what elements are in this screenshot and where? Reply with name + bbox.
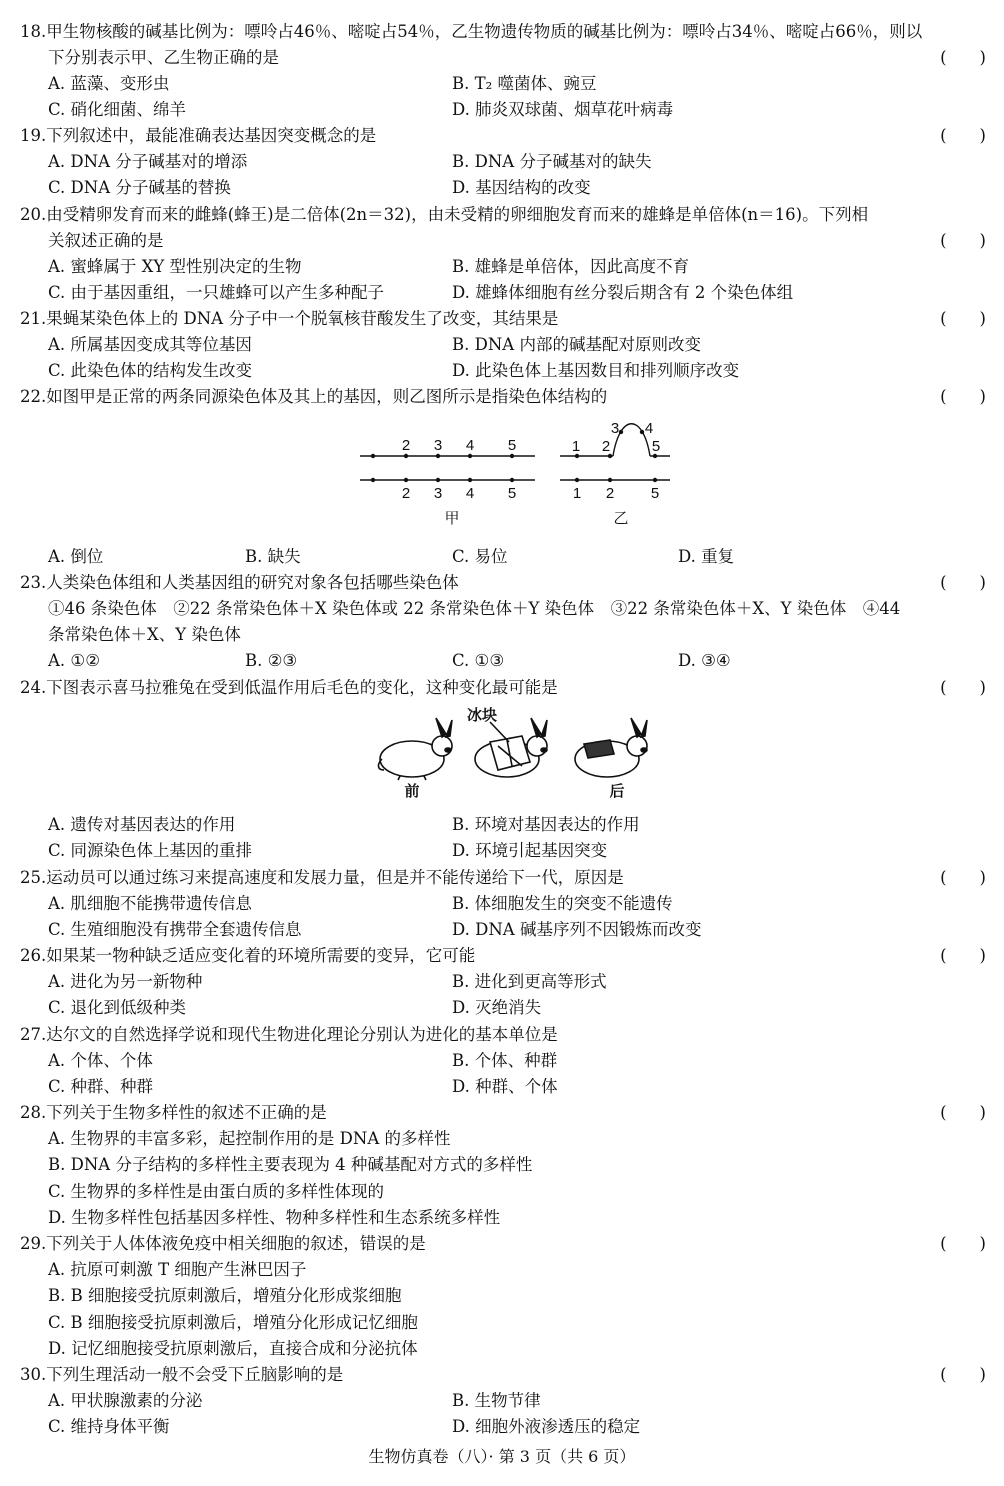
q21-option-a: A. 所属基因变成其等位基因 <box>48 335 252 354</box>
answer-paren: ( ) <box>940 1365 986 1384</box>
q27-option-d: D. 种群、个体 <box>452 1077 558 1096</box>
q20-option-a: A. 蜜蜂属于 XY 型性别决定的生物 <box>48 257 302 276</box>
q25-option-d: D. DNA 碱基序列不因锻炼而改变 <box>452 920 702 939</box>
fig-b-bottom-1: 1 <box>572 485 582 502</box>
answer-paren: ( ) <box>940 946 986 965</box>
q30-option-b: B. 生物节律 <box>452 1391 541 1410</box>
answer-paren: ( ) <box>940 48 986 67</box>
q20-stem-line2: 关叙述正确的是 ( ) <box>20 228 986 254</box>
q19-stem: 19.下列叙述中，最能准确表达基因突变概念的是 ( ) <box>20 123 986 149</box>
q26-option-b: B. 进化到更高等形式 <box>452 972 607 991</box>
q29-option-a: A. 抗原可刺激 T 细胞产生淋巴因子 <box>48 1260 307 1279</box>
q19-option-d: D. 基因结构的改变 <box>452 178 591 197</box>
fig-b-bottom-2: 2 <box>605 485 615 502</box>
q24-option-c: C. 同源染色体上基因的重排 <box>48 841 253 860</box>
q22-option-a: A. 倒位 <box>48 547 104 566</box>
fig-b-top-1: 1 <box>571 438 581 455</box>
q22-stem: 22.如图甲是正常的两条同源染色体及其上的基因，则乙图所示是指染色体结构的 ( ) <box>20 384 986 410</box>
page-footer: 生物仿真卷（八）· 第 3 页（共 6 页） <box>368 1447 636 1466</box>
ice-label: 冰块 <box>466 707 498 724</box>
q21-option-d: D. 此染色体上基因数目和排列顺序改变 <box>452 361 740 380</box>
q23-stem-line3: 条常染色体＋X、Y 染色体 <box>48 625 241 644</box>
q30-stem: 30.下列生理活动一般不会受下丘脑影响的是 ( ) <box>20 1362 986 1388</box>
q21-option-c: C. 此染色体的结构发生改变 <box>48 361 253 380</box>
answer-paren: ( ) <box>940 573 986 592</box>
q26-option-a: A. 进化为另一新物种 <box>48 972 203 991</box>
q23-option-c: C. ①③ <box>452 651 505 670</box>
fig-label-yi: 乙 <box>613 510 629 527</box>
q23-option-b: B. ②③ <box>245 651 298 670</box>
fig-a-top-4: 4 <box>465 437 475 454</box>
answer-paren: ( ) <box>940 231 986 250</box>
q19-option-c: C. DNA 分子碱基的替换 <box>48 178 231 197</box>
answer-paren: ( ) <box>940 868 986 887</box>
before-label: 前 <box>404 783 420 800</box>
q27-option-b: B. 个体、种群 <box>452 1051 558 1070</box>
fig-a-top-2: 2 <box>401 437 411 454</box>
q23-option-d: D. ③④ <box>678 651 731 670</box>
q29-option-d: D. 记忆细胞接受抗原刺激后，直接合成和分泌抗体 <box>48 1339 418 1358</box>
answer-paren: ( ) <box>940 126 986 145</box>
q28-stem: 28.下列关于生物多样性的叙述不正确的是 ( ) <box>20 1100 986 1126</box>
fig-a-bottom-4: 4 <box>465 485 475 502</box>
q23-option-a: A. ①② <box>48 651 100 670</box>
q26-option-d: D. 灭绝消失 <box>452 998 542 1017</box>
fig-b-top-5: 5 <box>651 438 661 455</box>
q20-option-b: B. 雄蜂是单倍体，因此高度不育 <box>452 257 690 276</box>
answer-paren: ( ) <box>940 678 986 697</box>
fig-b-bottom-5: 5 <box>650 485 660 502</box>
fig-a-bottom-2: 2 <box>401 485 411 502</box>
fig-b-top-2: 2 <box>601 438 611 455</box>
answer-paren: ( ) <box>940 309 986 328</box>
q30-option-d: D. 细胞外液渗透压的稳定 <box>452 1417 641 1436</box>
q23-stem-line1: 23.人类染色体组和人类基因组的研究对象各包括哪些染色体 ( ) <box>20 570 986 596</box>
q25-stem: 25.运动员可以通过练习来提高速度和发展力量，但是并不能传递给下一代，原因是 ( ) <box>20 865 986 891</box>
answer-paren: ( ) <box>940 1103 986 1122</box>
q24-option-b: B. 环境对基因表达的作用 <box>452 815 640 834</box>
fig-a-bottom-5: 5 <box>507 485 517 502</box>
q19-option-a: A. DNA 分子碱基对的增添 <box>48 152 248 171</box>
q23-stem-line2: ①46 条染色体 ②22 条常染色体＋X 染色体或 22 条常染色体＋Y 染色体 ③22 条常染色体＋X、Y 染色体 ④44 <box>48 599 901 618</box>
q26-stem: 26.如果某一物种缺乏适应变化着的环境所需要的变异，它可能 ( ) <box>20 943 986 969</box>
q24-stem: 24.下图表示喜马拉雅兔在受到低温作用后毛色的变化，这种变化最可能是 ( ) <box>20 675 986 701</box>
q27-stem: 27.达尔文的自然选择学说和现代生物进化理论分别认为进化的基本单位是 <box>20 1025 558 1044</box>
q24-option-d: D. 环境引起基因突变 <box>452 841 608 860</box>
fig-a-top-3: 3 <box>433 437 443 454</box>
q18-stem-line1: 18.甲生物核酸的碱基比例为：嘌呤占46％、嘧啶占54％，乙生物遗传物质的碱基比例为：嘌呤占34％、嘧啶占66％，则以 <box>20 22 923 41</box>
chromosome-figure <box>355 408 685 533</box>
q22-option-d: D. 重复 <box>678 547 735 566</box>
fig-b-top-4: 4 <box>644 420 654 437</box>
q19-option-b: B. DNA 分子碱基对的缺失 <box>452 152 652 171</box>
q28-option-d: D. 生物多样性包括基因多样性、物种多样性和生态系统多样性 <box>48 1208 501 1227</box>
fig-a-top-5: 5 <box>507 437 517 454</box>
q25-option-c: C. 生殖细胞没有携带全套遗传信息 <box>48 920 302 939</box>
q29-option-c: C. B 细胞接受抗原刺激后，增殖分化形成记忆细胞 <box>48 1313 418 1332</box>
answer-paren: ( ) <box>940 387 986 406</box>
fig-b-top-3: 3 <box>610 420 620 437</box>
q28-option-a: A. 生物界的丰富多彩，起控制作用的是 DNA 的多样性 <box>48 1129 451 1148</box>
q22-option-c: C. 易位 <box>452 547 508 566</box>
q30-option-a: A. 甲状腺激素的分泌 <box>48 1391 203 1410</box>
q24-option-a: A. 遗传对基因表达的作用 <box>48 815 236 834</box>
q27-option-a: A. 个体、个体 <box>48 1051 153 1070</box>
answer-paren: ( ) <box>940 1234 986 1253</box>
q26-option-c: C. 退化到低级种类 <box>48 998 187 1017</box>
fig-label-jia: 甲 <box>444 510 460 527</box>
q21-option-b: B. DNA 内部的碱基配对原则改变 <box>452 335 701 354</box>
q18-stem-line2: 下分别表示甲、乙生物正确的是 ( ) <box>20 45 986 71</box>
q28-option-c: C. 生物界的多样性是由蛋白质的多样性体现的 <box>48 1182 385 1201</box>
q20-option-d: D. 雄蜂体细胞有丝分裂后期含有 2 个染色体组 <box>452 283 794 302</box>
q25-option-b: B. 体细胞发生的突变不能遗传 <box>452 894 673 913</box>
q25-option-a: A. 肌细胞不能携带遗传信息 <box>48 894 252 913</box>
q18-option-a: A. 蓝藻、变形虫 <box>48 74 170 93</box>
after-label: 后 <box>609 783 625 800</box>
q27-option-c: C. 种群、种群 <box>48 1077 154 1096</box>
fig-a-bottom-3: 3 <box>433 485 443 502</box>
q18-option-c: C. 硝化细菌、绵羊 <box>48 100 187 119</box>
q20-option-c: C. 由于基因重组，一只雄蜂可以产生多种配子 <box>48 283 385 302</box>
q21-stem: 21.果蝇某染色体上的 DNA 分子中一个脱氧核苷酸发生了改变，其结果是 ( ) <box>20 306 986 332</box>
q30-option-c: C. 维持身体平衡 <box>48 1417 170 1436</box>
q20-stem-line1: 20.由受精卵发育而来的雌蜂(蜂王)是二倍体(2n＝32)，由未受精的卵细胞发育而来的雄蜂是单倍体(n＝16)。下列相 <box>20 205 869 224</box>
q28-option-b: B. DNA 分子结构的多样性主要表现为 4 种碱基配对方式的多样性 <box>48 1155 533 1174</box>
rabbit-figure <box>372 704 662 804</box>
q18-option-d: D. 肺炎双球菌、烟草花叶病毒 <box>452 100 674 119</box>
q22-option-b: B. 缺失 <box>245 547 301 566</box>
q29-option-b: B. B 细胞接受抗原刺激后，增殖分化形成浆细胞 <box>48 1286 402 1305</box>
q18-option-b: B. T₂ 噬菌体、豌豆 <box>452 74 597 93</box>
q29-stem: 29.下列关于人体体液免疫中相关细胞的叙述，错误的是 ( ) <box>20 1231 986 1257</box>
